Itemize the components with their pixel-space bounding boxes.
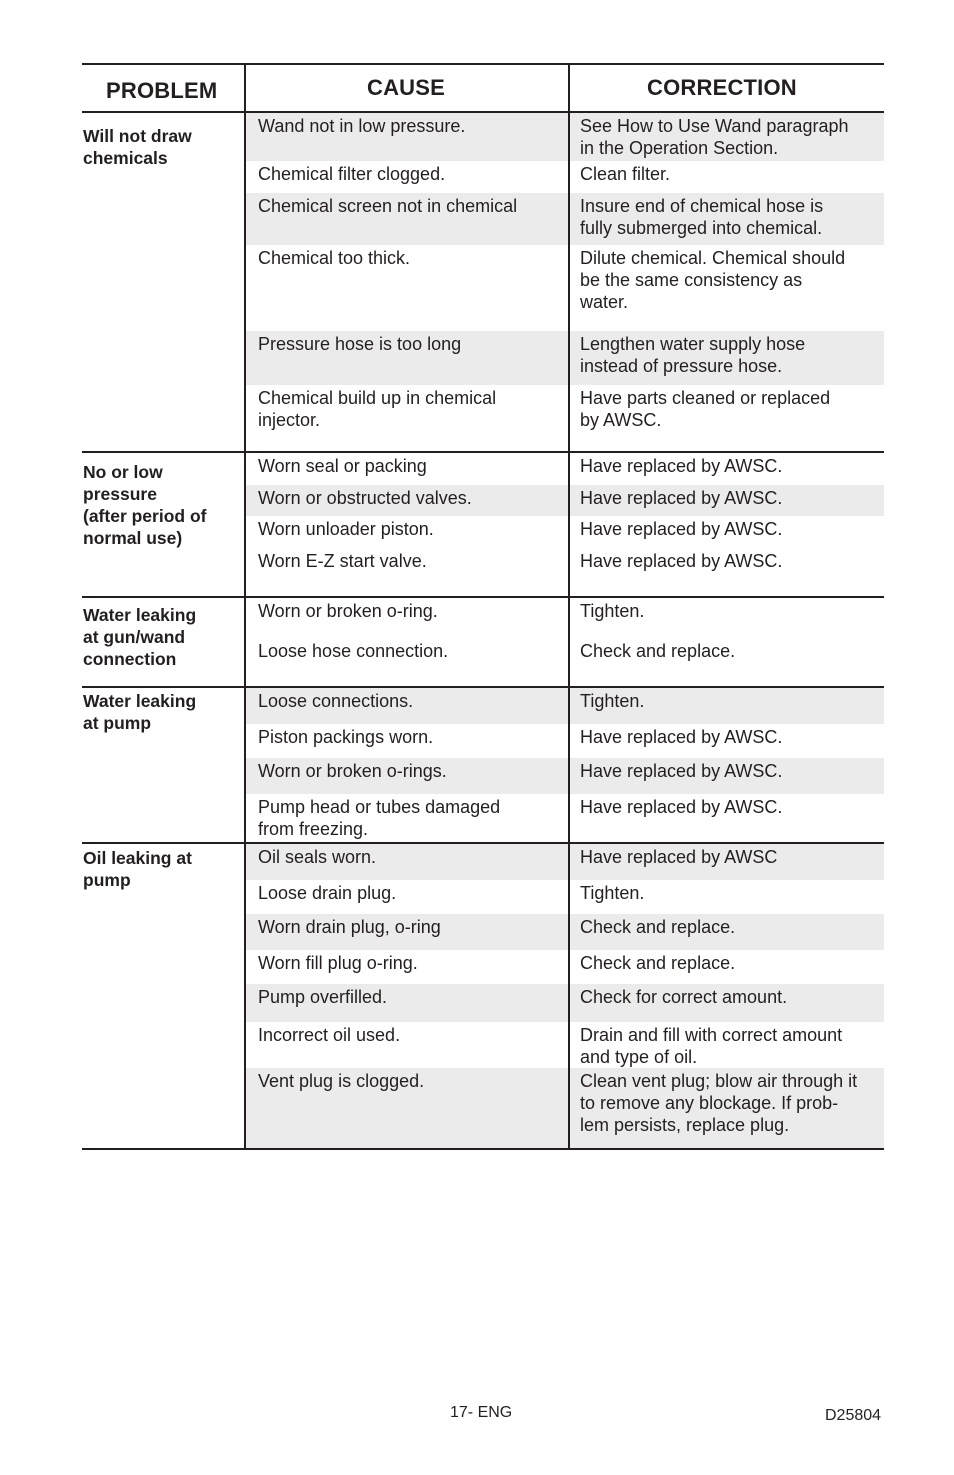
table-row — [246, 193, 884, 245]
problem-group — [82, 844, 884, 1148]
cause-cell: Oil seals worn. — [246, 844, 570, 880]
correction-cell: Have replaced by AWSC. — [580, 488, 783, 508]
correction-cell: Lengthen water supply hose instead of pressure hose. — [580, 334, 806, 376]
cause-cell: Chemical too thick. — [246, 245, 570, 331]
correction-cell: Have replaced by AWSC. — [580, 551, 783, 571]
table-row — [246, 1068, 884, 1148]
correction-cell: See How to Use Wand paragraph in the Operation Section. — [580, 116, 849, 158]
cause-cell: Chemical screen not in chemical — [246, 193, 570, 245]
table-row — [246, 548, 884, 596]
page-number: 17- ENG — [450, 1404, 513, 1421]
correction-cell: Drain and fill with correct amount and type of oil. — [580, 1025, 843, 1067]
cause-cell: Vent plug is clogged. — [246, 1068, 570, 1148]
table-row — [246, 794, 884, 842]
cause-cell: Chemical build up in chemical injector. — [246, 385, 570, 451]
cause-cell: Worn drain plug, o-ring — [246, 914, 570, 950]
correction-cell: Tighten. — [580, 883, 645, 903]
document-code: D25804 — [825, 1407, 882, 1424]
cause-cell: Worn fill plug o-ring. — [246, 950, 570, 984]
correction-cell: Check and replace. — [580, 917, 736, 937]
table-body — [82, 113, 884, 1148]
table-row — [246, 453, 884, 485]
cause-cell: Loose drain plug. — [246, 880, 570, 914]
table-row — [246, 758, 884, 794]
cause-cell: Worn seal or packing — [246, 453, 570, 485]
header-cause: CAUSE — [246, 65, 570, 111]
correction-cell: Clean vent plug; blow air through it to remove any blockage. If prob- lem persists, replace plug. — [580, 1071, 858, 1135]
correction-cell: Have replaced by AWSC. — [580, 797, 783, 817]
correction-cell: Have replaced by AWSC. — [580, 519, 783, 539]
problem-cell: Will not draw chemicals — [82, 113, 246, 451]
cause-cell: Pressure hose is too long — [246, 331, 570, 385]
cause-cell: Piston packings worn. — [246, 724, 570, 758]
cause-cell: Worn or broken o-ring. — [246, 598, 570, 638]
cause-cell: Wand not in low pressure. — [246, 113, 570, 161]
header-correction: CORRECTION — [647, 75, 797, 100]
table-row — [246, 950, 884, 984]
correction-cell: Tighten. — [580, 601, 645, 621]
correction-cell: Have replaced by AWSC — [580, 847, 778, 867]
table-row — [246, 914, 884, 950]
table-row — [246, 331, 884, 385]
correction-cell: Clean filter. — [580, 164, 671, 184]
correction-cell: Have replaced by AWSC. — [580, 761, 783, 781]
header-problem: PROBLEM — [82, 65, 246, 111]
table-row — [246, 688, 884, 724]
table-row — [246, 880, 884, 914]
cause-cell: Loose hose connection. — [246, 638, 570, 686]
table-row — [246, 385, 884, 451]
problem-group — [82, 113, 884, 453]
cause-correction-rows — [246, 453, 884, 596]
cause-cell: Worn or broken o-rings. — [246, 758, 570, 794]
table-row — [246, 638, 884, 686]
problem-cell: Water leaking at pump — [82, 688, 246, 842]
correction-cell: Have replaced by AWSC. — [580, 456, 783, 476]
problem-group — [82, 453, 884, 598]
cause-cell: Chemical filter clogged. — [246, 161, 570, 193]
table-row — [246, 485, 884, 516]
correction-cell: Have replaced by AWSC. — [580, 727, 783, 747]
correction-cell: Dilute chemical. Chemical should be the same consistency as water. — [580, 248, 846, 312]
cause-correction-rows — [246, 113, 884, 451]
cause-cell: Worn E-Z start valve. — [246, 548, 570, 596]
correction-cell: Insure end of chemical hose is fully submerged into chemical. — [580, 196, 824, 238]
problem-cell: Oil leaking at pump — [82, 844, 246, 1148]
table-row — [246, 161, 884, 193]
table-row — [246, 598, 884, 638]
problem-cell: No or low pressure (after period of normal use) — [82, 453, 246, 596]
cause-cell: Worn or obstructed valves. — [246, 485, 570, 516]
correction-cell: Check and replace. — [580, 641, 736, 661]
table-row — [246, 844, 884, 880]
troubleshooting-table — [82, 63, 884, 1150]
table-row — [246, 516, 884, 548]
cause-cell: Incorrect oil used. — [246, 1022, 570, 1068]
table-header — [82, 65, 884, 113]
cause-correction-rows — [246, 688, 884, 842]
table-row — [246, 1022, 884, 1068]
cause-cell: Loose connections. — [246, 688, 570, 724]
correction-cell: Check for correct amount. — [580, 987, 788, 1007]
cause-cell: Worn unloader piston. — [246, 516, 570, 548]
table-row — [246, 724, 884, 758]
cause-cell: Pump overfilled. — [246, 984, 570, 1022]
problem-group — [82, 598, 884, 688]
table-row — [246, 245, 884, 331]
problem-group — [82, 688, 884, 844]
cause-cell: Pump head or tubes damaged from freezing. — [246, 794, 570, 842]
correction-cell: Check and replace. — [580, 953, 736, 973]
correction-cell: Tighten. — [580, 691, 645, 711]
cause-correction-rows — [246, 844, 884, 1148]
cause-correction-rows — [246, 598, 884, 686]
problem-cell: Water leaking at gun/wand connection — [82, 598, 246, 686]
correction-cell: Have parts cleaned or replaced by AWSC. — [580, 388, 831, 430]
table-row — [246, 984, 884, 1022]
table-row — [246, 113, 884, 161]
